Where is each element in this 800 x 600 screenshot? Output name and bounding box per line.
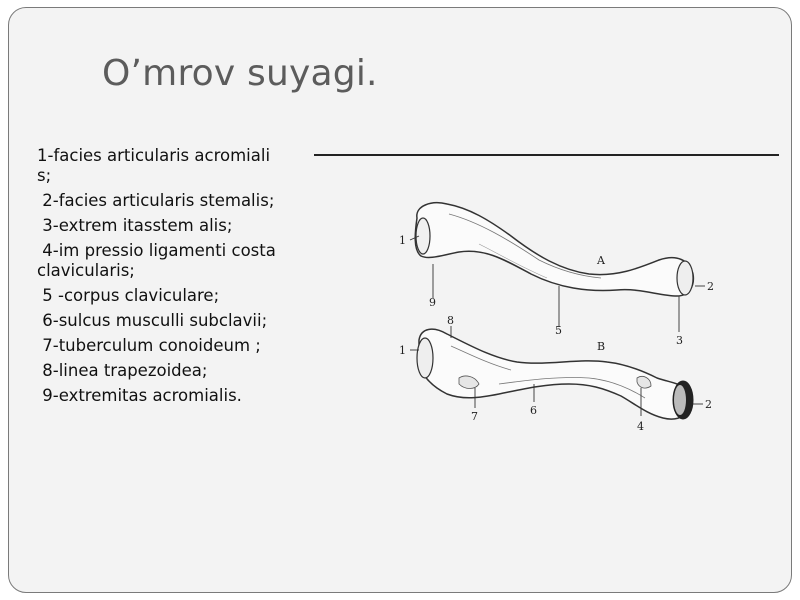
legend-item: 1-facies articularis acromialis;: [37, 146, 271, 185]
legend-item: 9-extremitas acromialis.: [37, 386, 242, 405]
view-label-a: A: [597, 254, 605, 267]
divider-line: [314, 154, 779, 156]
bone-b-sternal-face: [674, 385, 686, 415]
callout-number: 2: [705, 398, 712, 411]
callout-number: 6: [530, 404, 537, 417]
callout-number: 1: [399, 234, 406, 247]
legend-item: 3-extrem itasstem alis;: [37, 216, 233, 235]
clavicle-bone-b: [419, 329, 691, 419]
callout-number: 4: [637, 420, 644, 433]
legend-item: 5 -corpus claviculare;: [37, 286, 220, 305]
slide: [8, 7, 792, 593]
clavicle-illustration: [389, 178, 729, 438]
callout-number: 2: [707, 280, 714, 293]
view-label-b: B: [597, 340, 606, 353]
callout-number: 7: [471, 410, 478, 423]
callout-number: 8: [447, 314, 454, 327]
bone-b-acromial-end: [417, 338, 433, 378]
callout-number: 3: [676, 334, 683, 347]
legend-item: 6-sulcus musculli subclavii;: [37, 311, 268, 330]
slide-title: O’mrov suyagi.: [102, 53, 378, 94]
legend-item: 8-linea trapezoidea;: [37, 361, 208, 380]
bone-a-sternal-end: [677, 261, 693, 295]
legend-item: 4-im pressio ligamenti costaclavicularis;: [37, 241, 276, 280]
callout-number: 9: [429, 296, 436, 309]
callout-number: 5: [555, 324, 562, 337]
legend-item: 2-facies articularis stemalis;: [37, 191, 275, 210]
legend-item: 7-tuberculum conoideum ;: [37, 336, 261, 355]
callout-number: 1: [399, 344, 406, 357]
legend-list: [37, 146, 282, 411]
